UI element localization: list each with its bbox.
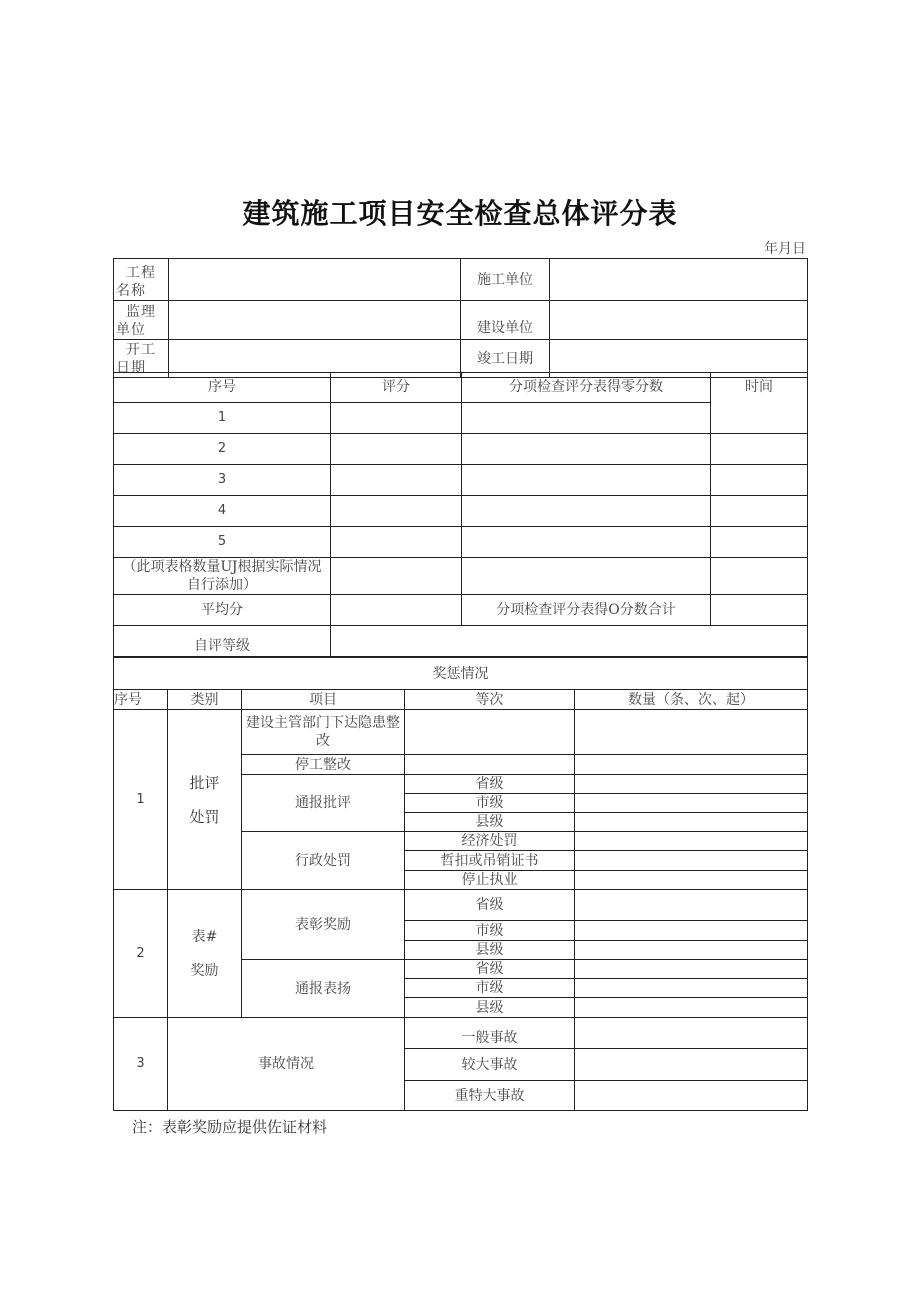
contractor-field[interactable] <box>550 259 808 301</box>
group-no: 3 <box>114 1018 168 1111</box>
qty-cell[interactable] <box>575 998 808 1018</box>
rw-col-grade: 等次 <box>405 690 575 710</box>
time-cell[interactable] <box>711 434 808 465</box>
col-no-header: 序号 <box>114 373 331 403</box>
score-cell[interactable] <box>331 465 462 496</box>
self-grade-label: 自评等级 <box>114 626 331 657</box>
supervision-field[interactable] <box>169 301 461 340</box>
grade-level: 省级 <box>405 890 575 921</box>
self-grade-field[interactable] <box>331 626 808 657</box>
sub-cell[interactable] <box>462 403 711 434</box>
sub-total-label: 分项检查评分表得O分数合计 <box>462 595 711 626</box>
grade-level: 县级 <box>405 813 575 832</box>
qty-cell[interactable] <box>575 921 808 941</box>
sub-total-field[interactable] <box>711 595 808 626</box>
col-sub-header: 分项检查评分表得零分数 <box>462 373 711 403</box>
score-cell[interactable] <box>331 558 462 595</box>
score-cell[interactable] <box>331 496 462 527</box>
project-name-label: 工程 名称 <box>114 259 169 301</box>
sub-cell[interactable] <box>462 527 711 558</box>
score-table <box>113 372 808 657</box>
contractor-label: 施工单位 <box>461 259 550 301</box>
grade-level: 市级 <box>405 979 575 998</box>
group-no: 1 <box>114 710 168 890</box>
group-type: 表# 奖励 <box>168 890 242 1018</box>
col-score-header: 评分 <box>331 373 462 403</box>
score-cell[interactable] <box>331 434 462 465</box>
grade-level: 一般事故 <box>405 1018 575 1049</box>
score-row-no: 2 <box>114 434 331 465</box>
sub-cell[interactable] <box>462 434 711 465</box>
grade-level: 重特大事故 <box>405 1081 575 1111</box>
group-no: 2 <box>114 890 168 1018</box>
builder-field[interactable] <box>550 301 808 340</box>
score-row-no: 5 <box>114 527 331 558</box>
rewards-section-title: 奖惩情况 <box>114 658 808 690</box>
note-row: （此项表格数量UJ根据实际情况自行添加） <box>114 558 331 595</box>
footer-note: 注：表彰奖励应提供佐证材料 <box>132 1118 328 1136</box>
qty-cell[interactable] <box>575 794 808 813</box>
project-name-field[interactable] <box>169 259 461 301</box>
rw-col-item: 项目 <box>242 690 405 710</box>
info-table <box>113 258 808 378</box>
builder-label: 建设单位 <box>461 301 550 340</box>
grade-level: 省级 <box>405 775 575 794</box>
sub-cell[interactable] <box>462 465 711 496</box>
qty-cell[interactable] <box>575 775 808 794</box>
item-commend: 表彰奖励 <box>242 890 405 960</box>
score-row-no: 3 <box>114 465 331 496</box>
item-notice: 通报批评 <box>242 775 405 832</box>
qty-cell[interactable] <box>575 851 808 871</box>
qty-cell[interactable] <box>575 755 808 775</box>
group-type: 事故情况 <box>168 1018 405 1111</box>
qty-cell[interactable] <box>575 813 808 832</box>
time-cell[interactable] <box>711 496 808 527</box>
grade-level: 停止执业 <box>405 871 575 890</box>
grade-level: 经济处罚 <box>405 832 575 851</box>
page-title: 建筑施工项目安全检查总体评分表 <box>242 197 678 230</box>
qty-cell[interactable] <box>575 710 808 755</box>
qty-cell[interactable] <box>575 890 808 921</box>
qty-cell[interactable] <box>575 871 808 890</box>
item-praise: 通报表扬 <box>242 960 405 1018</box>
qty-cell[interactable] <box>575 979 808 998</box>
grade-cell[interactable] <box>405 710 575 755</box>
grade-level: 省级 <box>405 960 575 979</box>
date-label: 年月日 <box>764 241 806 257</box>
qty-cell[interactable] <box>575 1049 808 1081</box>
score-cell[interactable] <box>331 403 462 434</box>
sub-cell[interactable] <box>462 558 711 595</box>
qty-cell[interactable] <box>575 1081 808 1111</box>
rewards-table <box>113 657 808 1111</box>
sub-cell[interactable] <box>462 496 711 527</box>
item-rectify: 建设主管部门下达隐患整改 <box>242 710 405 755</box>
grade-level: 县级 <box>405 998 575 1018</box>
completion-date-label: 竣工日期 <box>461 340 550 378</box>
supervision-label: 监理 单位 <box>114 301 169 340</box>
score-row-no: 4 <box>114 496 331 527</box>
qty-cell[interactable] <box>575 1018 808 1049</box>
qty-cell[interactable] <box>575 832 808 851</box>
grade-level: 哲扣或吊销证书 <box>405 851 575 871</box>
score-cell[interactable] <box>331 527 462 558</box>
score-row-no: 1 <box>114 403 331 434</box>
grade-level: 市级 <box>405 921 575 941</box>
rw-col-no: 序号 <box>114 690 168 710</box>
time-cell[interactable] <box>711 527 808 558</box>
item-admin: 行政处罚 <box>242 832 405 890</box>
grade-level: 市级 <box>405 794 575 813</box>
qty-cell[interactable] <box>575 941 808 960</box>
rw-col-qty: 数量（条、次、起） <box>575 690 808 710</box>
avg-label: 平均分 <box>114 595 331 626</box>
grade-level: 较大事故 <box>405 1049 575 1081</box>
qty-cell[interactable] <box>575 960 808 979</box>
start-date-label: 开工 日期 <box>114 340 169 378</box>
col-time-header: 时间 <box>711 373 808 434</box>
group-type: 批评 处罚 <box>168 710 242 890</box>
avg-field[interactable] <box>331 595 462 626</box>
grade-level: 县级 <box>405 941 575 960</box>
item-stop: 停工整改 <box>242 755 405 775</box>
rw-col-type: 类别 <box>168 690 242 710</box>
time-cell[interactable] <box>711 558 808 595</box>
grade-cell[interactable] <box>405 755 575 775</box>
time-cell[interactable] <box>711 465 808 496</box>
